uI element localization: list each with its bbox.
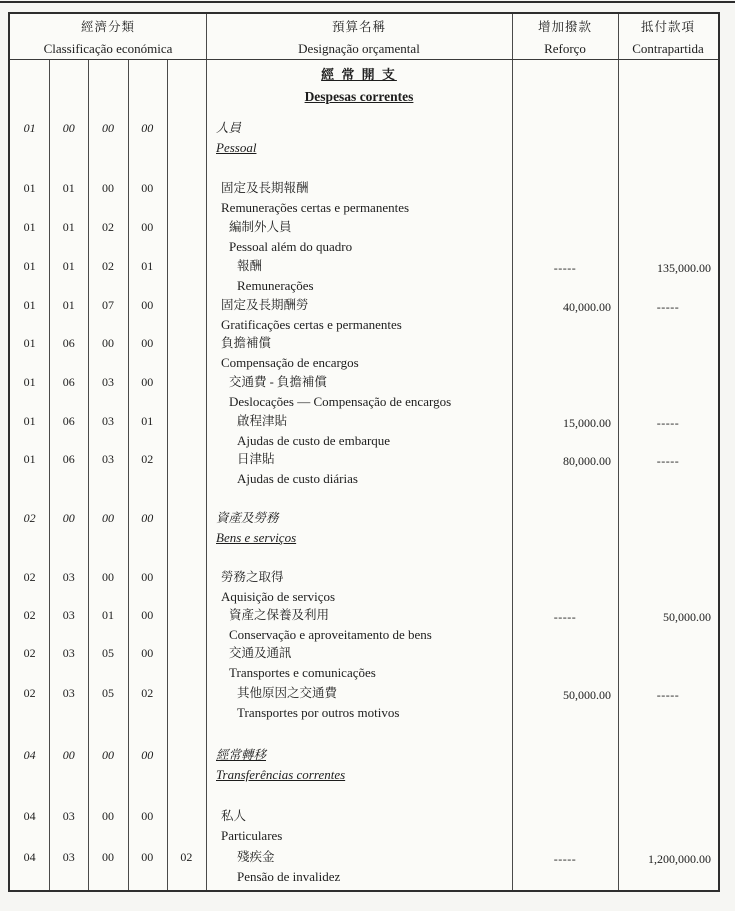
- designation-zh: 勞務之取得: [221, 570, 284, 584]
- reinforcement-amount: 15,000.00: [563, 416, 611, 430]
- budget-table: [8, 12, 720, 892]
- designation-pt: Remunerações: [237, 278, 314, 293]
- classification-code: 02: [23, 686, 36, 700]
- classification-code: 01: [23, 181, 36, 195]
- classification-code: 01: [62, 259, 75, 273]
- designation-zh: 交通費 - 負擔補償: [229, 375, 327, 389]
- header-separator-line: [10, 59, 718, 60]
- designation-zh: 人員: [216, 121, 242, 135]
- classification-code: 00: [101, 336, 114, 350]
- header-counterpart-zh: 抵付款項: [640, 20, 695, 34]
- classification-code: 02: [101, 259, 114, 273]
- classification-code: 00: [141, 220, 154, 234]
- designation-zh: 殘疾金: [237, 850, 275, 864]
- table-row: [10, 411, 718, 453]
- classification-code: 01: [62, 298, 75, 312]
- designation-cell: [237, 847, 340, 886]
- reinforcement-amount: 40,000.00: [563, 300, 611, 314]
- table-row: [10, 295, 718, 337]
- designation-pt: Pensão de invalidez: [237, 869, 341, 884]
- table-row: [10, 449, 718, 491]
- designation-zh: 編制外人員: [229, 220, 292, 234]
- designation-cell: [229, 217, 352, 256]
- designation-cell: [216, 745, 345, 784]
- designation-pt: Pessoal: [216, 140, 257, 155]
- designation-pt: Conservação e aproveitamento de bens: [229, 627, 432, 642]
- designation-pt: Aquisição de serviços: [221, 589, 336, 604]
- designation-cell: [221, 295, 402, 334]
- designation-pt: Transportes e comunicações: [229, 665, 376, 680]
- classification-code: 00: [141, 570, 154, 584]
- classification-code: 01: [62, 181, 75, 195]
- designation-pt: Pessoal além do quadro: [229, 239, 353, 254]
- classification-code: 06: [62, 336, 75, 350]
- classification-code: 00: [101, 121, 114, 135]
- classification-code: 05: [101, 646, 114, 660]
- classification-code: 03: [62, 686, 75, 700]
- classification-code: 01: [23, 375, 36, 389]
- classification-code: 02: [23, 511, 36, 525]
- page-top-rule: [0, 1, 735, 3]
- classification-code: 02: [101, 220, 114, 234]
- designation-zh: 資產及勞務: [216, 511, 279, 525]
- classification-code: 00: [141, 646, 154, 660]
- designation-cell: [216, 508, 296, 547]
- table-row: [10, 745, 718, 787]
- classification-code: 00: [141, 181, 154, 195]
- designation-pt: Remunerações certas e permanentes: [221, 200, 410, 215]
- header-classification-zh: 經濟分類: [80, 20, 135, 34]
- classification-code: 05: [101, 686, 114, 700]
- designation-cell: [237, 411, 390, 450]
- designation-cell: [221, 333, 359, 372]
- header-classification-pt: Classificação económica: [43, 41, 173, 56]
- section-title-pt: Despesas correntes: [304, 89, 414, 104]
- table-row: [10, 118, 718, 160]
- classification-code: 01: [23, 220, 36, 234]
- designation-pt: Particulares: [221, 828, 283, 843]
- classification-code: 01: [23, 259, 36, 273]
- classification-code: 03: [62, 809, 75, 823]
- classification-code: 06: [62, 375, 75, 389]
- classification-code: 01: [23, 121, 36, 135]
- classification-code: 01: [23, 298, 36, 312]
- classification-code: 06: [62, 414, 75, 428]
- header-designation-pt: Designação orçamental: [298, 41, 420, 56]
- table-row: [10, 605, 718, 647]
- reinforcement-amount: 50,000.00: [563, 688, 611, 702]
- classification-code: 07: [101, 298, 114, 312]
- designation-cell: [221, 567, 335, 606]
- classification-code: 02: [23, 570, 36, 584]
- classification-code: 01: [23, 414, 36, 428]
- classification-code: 02: [141, 686, 154, 700]
- counterpart-amount: 1,200,000.00: [648, 852, 711, 866]
- reinforcement-amount: 80,000.00: [563, 454, 611, 468]
- classification-code: 03: [62, 608, 75, 622]
- classification-code: 03: [62, 850, 75, 864]
- table-row: [10, 683, 718, 725]
- classification-code: 00: [62, 511, 75, 525]
- classification-code: 02: [141, 452, 154, 466]
- table-row: [10, 178, 718, 220]
- designation-zh: 交通及通訊: [229, 646, 292, 660]
- counterpart-amount: 50,000.00: [663, 610, 711, 624]
- classification-code: 00: [101, 748, 114, 762]
- classification-code: 00: [141, 121, 154, 135]
- classification-code: 03: [101, 452, 114, 466]
- classification-code: 02: [180, 850, 193, 864]
- designation-cell: [229, 372, 451, 411]
- counterpart-amount: -----: [656, 688, 680, 702]
- classification-code: 00: [141, 850, 154, 864]
- classification-code: 02: [23, 646, 36, 660]
- designation-cell: [237, 449, 358, 488]
- header-counterpart: [618, 17, 718, 59]
- classification-code: 00: [141, 748, 154, 762]
- table-row: [10, 567, 718, 609]
- designation-cell: [237, 683, 399, 722]
- classification-code: 03: [62, 646, 75, 660]
- designation-cell: [221, 806, 282, 845]
- designation-zh: 固定及長期酬勞: [221, 298, 309, 312]
- classification-code: 06: [62, 452, 75, 466]
- classification-code: 00: [141, 298, 154, 312]
- classification-code: 03: [101, 375, 114, 389]
- designation-cell: [229, 605, 432, 644]
- section-title: [206, 64, 512, 108]
- designation-pt: Compensação de encargos: [221, 355, 359, 370]
- classification-code: 04: [23, 850, 36, 864]
- table-row: [10, 256, 718, 298]
- classification-code: 03: [62, 570, 75, 584]
- classification-code: 04: [23, 748, 36, 762]
- designation-cell: [237, 256, 314, 295]
- classification-code: 01: [23, 452, 36, 466]
- classification-code: 00: [101, 570, 114, 584]
- classification-code: 01: [141, 259, 154, 273]
- table-row: [10, 643, 718, 685]
- designation-pt: Transportes por outros motivos: [237, 705, 400, 720]
- header-designation-zh: 預算名稱: [331, 20, 386, 34]
- designation-cell: [221, 178, 409, 217]
- classification-code: 01: [23, 336, 36, 350]
- classification-code: 00: [62, 121, 75, 135]
- table-row: [10, 333, 718, 375]
- classification-code: 00: [141, 336, 154, 350]
- reinforcement-amount: -----: [553, 852, 577, 866]
- table-row: [10, 847, 718, 889]
- designation-pt: Deslocações — Compensação de encargos: [229, 394, 452, 409]
- classification-code: 04: [23, 809, 36, 823]
- designation-pt: Gratificações certas e permanentes: [221, 317, 402, 332]
- designation-pt: Ajudas de custo de embarque: [237, 433, 391, 448]
- table-row: [10, 372, 718, 414]
- header-designation: [206, 17, 512, 59]
- header-reinforcement-pt: Reforço: [544, 41, 586, 56]
- designation-zh: 私人: [221, 809, 247, 823]
- designation-zh: 資產之保養及利用: [229, 608, 330, 622]
- counterpart-amount: -----: [656, 300, 680, 314]
- designation-zh: 負擔補償: [221, 336, 272, 350]
- designation-zh: 經常轉移: [216, 748, 267, 762]
- reinforcement-amount: -----: [553, 261, 577, 275]
- table-row: [10, 508, 718, 550]
- designation-pt: Ajudas de custo diárias: [237, 471, 358, 486]
- designation-cell: [229, 643, 376, 682]
- classification-code: 00: [101, 181, 114, 195]
- header-counterpart-pt: Contrapartida: [632, 41, 704, 56]
- designation-zh: 啟程津貼: [237, 414, 288, 428]
- classification-code: 02: [23, 608, 36, 622]
- designation-zh: 報酬: [237, 259, 263, 273]
- table-row: [10, 217, 718, 259]
- classification-code: 01: [141, 414, 154, 428]
- classification-code: 03: [101, 414, 114, 428]
- designation-zh: 固定及長期報酬: [221, 181, 309, 195]
- header-reinforcement-zh: 增加撥款: [537, 20, 592, 34]
- designation-zh: 其他原因之交通費: [237, 686, 338, 700]
- header-reinforcement: [512, 17, 618, 59]
- classification-code: 00: [101, 850, 114, 864]
- reinforcement-amount: -----: [553, 610, 577, 624]
- classification-code: 01: [101, 608, 114, 622]
- classification-code: 00: [101, 809, 114, 823]
- classification-code: 00: [101, 511, 114, 525]
- classification-code: 00: [62, 748, 75, 762]
- designation-cell: [216, 118, 256, 157]
- header-classification: [10, 17, 206, 59]
- counterpart-amount: 135,000.00: [657, 261, 711, 275]
- section-title-zh: 經 常 開 支: [321, 67, 397, 82]
- designation-pt: Transferências correntes: [216, 767, 346, 782]
- classification-code: 00: [141, 809, 154, 823]
- counterpart-amount: -----: [656, 454, 680, 468]
- counterpart-amount: -----: [656, 416, 680, 430]
- designation-pt: Bens e serviços: [216, 530, 297, 545]
- classification-code: 01: [62, 220, 75, 234]
- table-row: [10, 806, 718, 848]
- classification-code: 00: [141, 608, 154, 622]
- classification-code: 00: [141, 511, 154, 525]
- classification-code: 00: [141, 375, 154, 389]
- designation-zh: 日津貼: [237, 452, 275, 466]
